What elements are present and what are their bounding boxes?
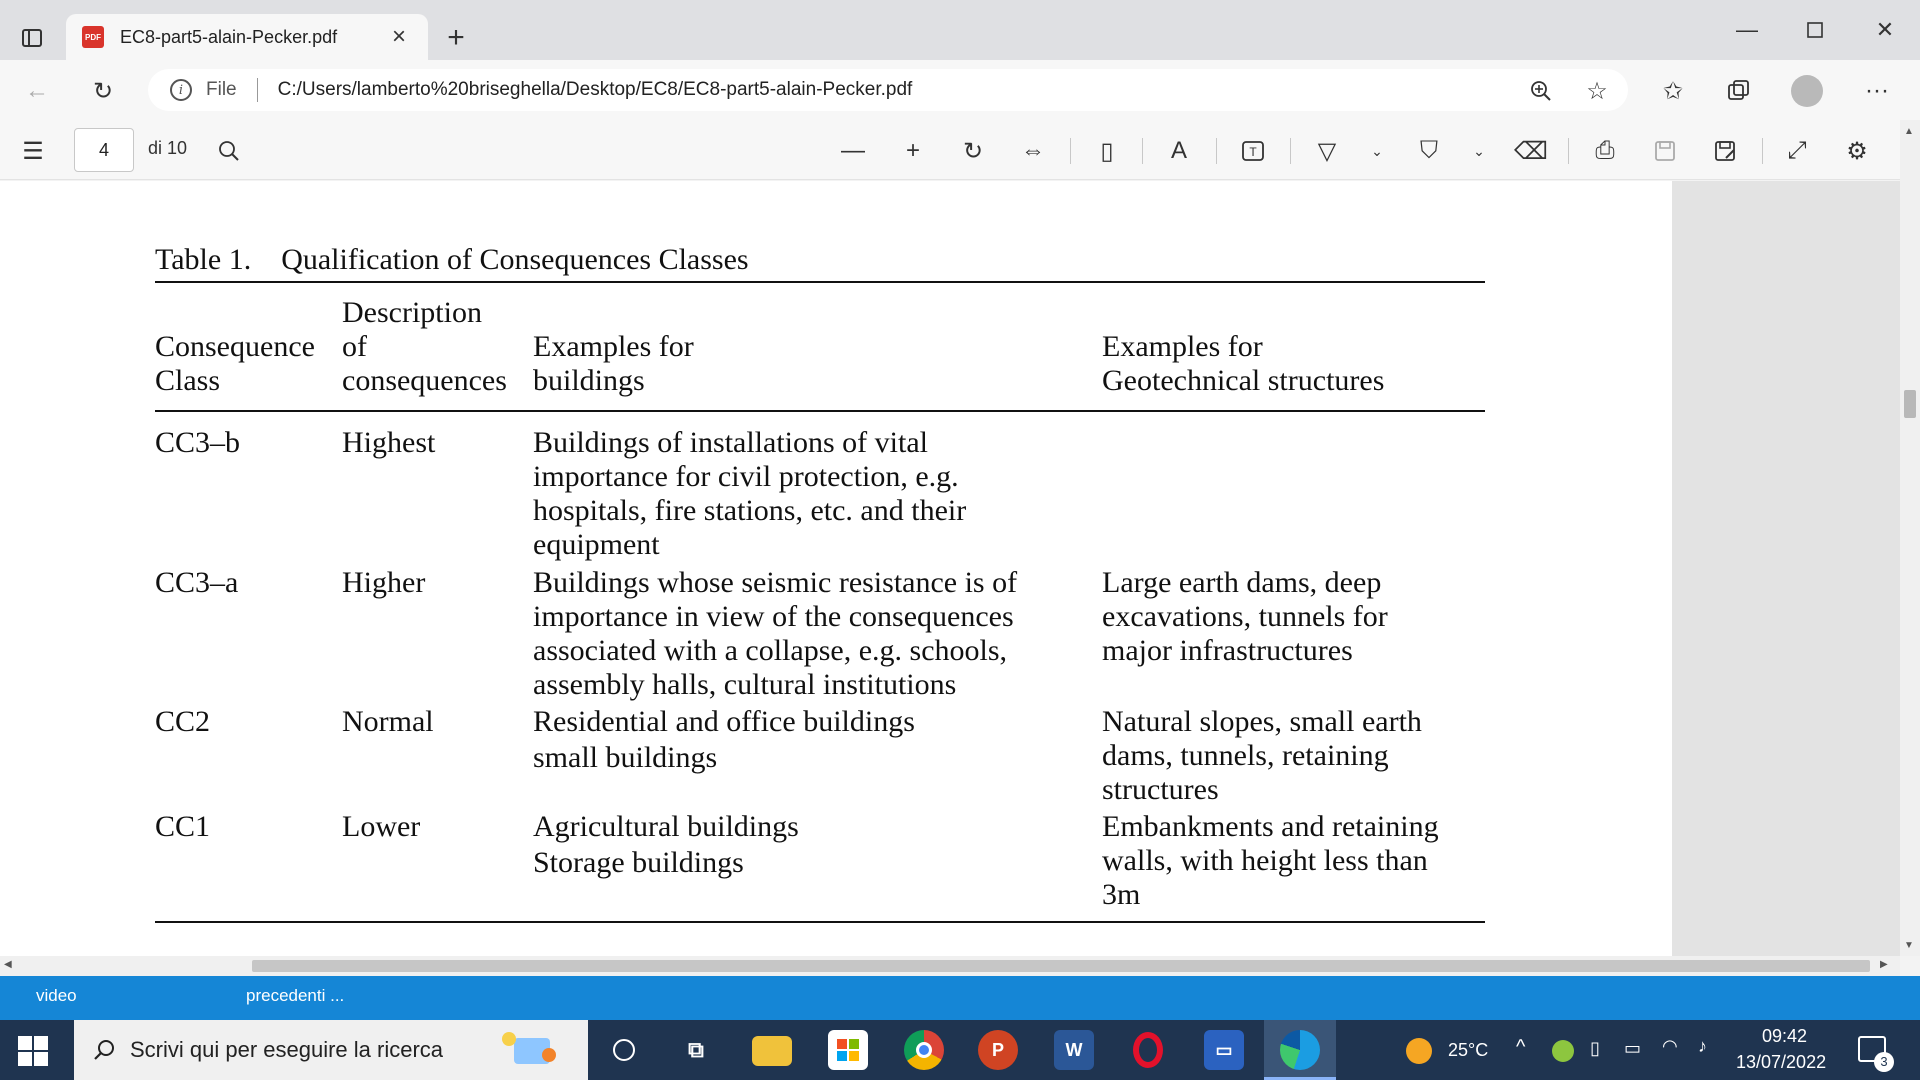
clock-time[interactable]: 09:42 bbox=[1762, 1026, 1808, 1046]
weather-sun-icon[interactable] bbox=[1406, 1038, 1432, 1064]
toolbar-separator bbox=[1070, 138, 1071, 164]
toolbar-separator bbox=[1216, 138, 1217, 164]
toolbar-separator bbox=[1290, 138, 1291, 164]
minimize-button[interactable]: — bbox=[1736, 17, 1758, 42]
zoom-in-icon[interactable]: + bbox=[905, 137, 920, 164]
address-separator bbox=[257, 78, 258, 102]
draw-options-chevron-icon[interactable]: ⌄ bbox=[1371, 142, 1383, 159]
read-aloud-icon[interactable]: A bbox=[1170, 137, 1187, 164]
settings-gear-icon[interactable]: ⚙ bbox=[1846, 137, 1868, 165]
task-view-icon[interactable]: ⧉ bbox=[688, 1037, 704, 1062]
row-cc2-buildings: Residential and office buildings small buildings bbox=[533, 705, 915, 774]
row-cc3a-buildings: Buildings whose seismic resistance is of importance in view of the consequences associated with a collapse, e.g. schools, assembly halls, cultural institutions bbox=[533, 566, 1018, 701]
row-cc3a-class: CC3–a bbox=[155, 566, 239, 599]
page-view-icon[interactable]: ▯ bbox=[1100, 137, 1114, 165]
row-cc2-description: Normal bbox=[342, 705, 434, 738]
address-toolbar bbox=[0, 60, 1920, 120]
header-examples-geotechnical: Examples for Geotechnical structures bbox=[1102, 330, 1385, 397]
strip-label-video: video bbox=[36, 986, 77, 1005]
pdf-file-icon: PDF bbox=[82, 26, 104, 48]
fit-to-width-icon[interactable]: ⇔ bbox=[1021, 137, 1045, 164]
search-icon bbox=[92, 1038, 116, 1062]
scroll-left-arrow-icon[interactable]: ◀ bbox=[4, 959, 12, 970]
row-cc3a-geotechnical: Large earth dams, deep excavations, tunnels for major infrastructures bbox=[1102, 566, 1388, 667]
show-hidden-icons-chevron-icon[interactable]: ^ bbox=[1516, 1036, 1526, 1058]
draw-icon[interactable]: ▽ bbox=[1317, 137, 1337, 165]
refresh-icon[interactable]: ↻ bbox=[92, 77, 114, 105]
wifi-icon[interactable]: ◠ bbox=[1662, 1036, 1678, 1056]
search-placeholder: Scrivi qui per eseguire la ricerca bbox=[130, 1037, 444, 1062]
maximize-button[interactable] bbox=[1790, 10, 1840, 50]
word-icon[interactable]: W bbox=[1054, 1030, 1094, 1070]
row-cc3b-description: Highest bbox=[342, 426, 436, 459]
fullscreen-icon[interactable]: ⤢ bbox=[1787, 137, 1807, 164]
vertical-scrollbar[interactable] bbox=[1900, 120, 1920, 956]
table-of-contents-icon[interactable]: ☰ bbox=[22, 137, 44, 165]
tab-close-icon[interactable]: × bbox=[391, 23, 406, 50]
url-text[interactable]: C:/Users/lamberto%20briseghella/Desktop/EC8/EC8-part5-alain-Pecker.pdf bbox=[277, 79, 913, 100]
scroll-down-arrow-icon[interactable]: ▼ bbox=[1904, 940, 1914, 951]
table-bottom-rule bbox=[155, 921, 1485, 923]
battery-icon[interactable]: ▭ bbox=[1624, 1038, 1642, 1058]
tab-actions-button[interactable] bbox=[14, 20, 50, 56]
clock-date[interactable]: 13/07/2022 bbox=[1736, 1052, 1827, 1072]
opera-icon[interactable] bbox=[1128, 1030, 1168, 1070]
row-cc3a-description: Higher bbox=[342, 566, 426, 599]
scroll-up-arrow-icon[interactable]: ▲ bbox=[1904, 126, 1914, 137]
profile-avatar[interactable] bbox=[1790, 74, 1824, 108]
vertical-scroll-thumb[interactable] bbox=[1904, 390, 1916, 418]
back-arrow-icon[interactable]: ← bbox=[25, 77, 49, 104]
add-favorite-icon[interactable]: ☆ bbox=[1586, 77, 1608, 105]
notification-count-badge: 3 bbox=[1874, 1052, 1894, 1072]
powerpoint-icon[interactable]: P bbox=[978, 1030, 1018, 1070]
pdf-toolbar bbox=[0, 120, 1920, 180]
toolbar-separator bbox=[1762, 138, 1763, 164]
header-consequence-class: Consequence Class bbox=[155, 330, 315, 397]
save-as-icon[interactable] bbox=[1708, 134, 1742, 168]
page-number-input[interactable]: 4 bbox=[74, 128, 134, 172]
row-cc1-class: CC1 bbox=[155, 810, 211, 843]
table-top-rule bbox=[155, 281, 1485, 283]
zoom-out-icon[interactable]: — bbox=[841, 137, 865, 164]
row-cc1-description: Lower bbox=[342, 810, 421, 843]
favorites-icon[interactable]: ✩ bbox=[1662, 77, 1684, 105]
new-tab-button[interactable]: + bbox=[447, 21, 465, 54]
background-window-strip bbox=[0, 976, 1920, 1020]
taskbar-search-box[interactable] bbox=[74, 1020, 588, 1080]
active-tab[interactable] bbox=[66, 14, 428, 60]
page-total-label: di 10 bbox=[148, 138, 188, 158]
row-cc1-buildings: Agricultural buildings Storage buildings bbox=[533, 810, 799, 879]
cortana-icon[interactable] bbox=[604, 1030, 644, 1070]
volume-icon[interactable]: ♪ bbox=[1698, 1036, 1707, 1056]
file-explorer-icon[interactable] bbox=[752, 1036, 792, 1066]
tab-actions-icon bbox=[21, 27, 43, 49]
pdf-viewport[interactable] bbox=[0, 181, 1900, 956]
find-search-icon[interactable] bbox=[212, 134, 246, 168]
search-highlight-illustration-icon bbox=[500, 1032, 566, 1068]
row-cc3b-class: CC3–b bbox=[155, 426, 241, 459]
eraser-icon[interactable]: ⌫ bbox=[1514, 137, 1548, 165]
strip-label-precedenti: precedenti ... bbox=[246, 986, 345, 1005]
horizontal-scroll-thumb[interactable] bbox=[252, 960, 1870, 972]
address-bar[interactable] bbox=[148, 69, 1628, 111]
tab-strip bbox=[0, 0, 1920, 60]
add-text-icon[interactable] bbox=[1236, 134, 1270, 168]
horizontal-scrollbar[interactable] bbox=[0, 956, 1900, 976]
maximize-icon bbox=[1807, 22, 1823, 38]
edge-icon bbox=[1280, 1030, 1320, 1070]
zoom-icon[interactable] bbox=[1524, 74, 1558, 108]
windows-taskbar bbox=[0, 1020, 1920, 1080]
toolbar-separator bbox=[1142, 138, 1143, 164]
edge-taskbar-active[interactable] bbox=[1264, 1020, 1336, 1080]
rotate-icon[interactable]: ↻ bbox=[962, 137, 984, 165]
address-scheme-label: File bbox=[206, 79, 237, 100]
table-title: Table 1. Qualification of Consequences Classes bbox=[155, 243, 749, 276]
row-cc2-geotechnical: Natural slopes, small earth dams, tunnels, retaining structures bbox=[1102, 705, 1422, 806]
header-bottom-rule bbox=[155, 410, 1485, 412]
header-examples-buildings: Examples for buildings bbox=[533, 330, 694, 397]
svg-text:T: T bbox=[1249, 145, 1257, 159]
weather-temperature[interactable]: 25°C bbox=[1448, 1040, 1489, 1060]
toolbar-separator bbox=[1568, 138, 1569, 164]
tab-title: EC8-part5-alain-Pecker.pdf bbox=[120, 26, 338, 47]
scroll-right-arrow-icon[interactable]: ▶ bbox=[1880, 959, 1888, 970]
highlight-options-chevron-icon[interactable]: ⌄ bbox=[1473, 142, 1485, 159]
start-windows-icon[interactable] bbox=[18, 1036, 48, 1066]
remote-app-icon[interactable]: ▭ bbox=[1204, 1030, 1244, 1070]
more-options-icon[interactable]: ··· bbox=[1865, 77, 1889, 104]
print-icon[interactable]: ⎙ bbox=[1595, 137, 1615, 164]
tray-app-icon[interactable] bbox=[1552, 1040, 1574, 1062]
row-cc3b-buildings: Buildings of installations of vital importance for civil protection, e.g. hospitals, fire stations, etc. and their equipment bbox=[533, 426, 967, 561]
row-cc2-class: CC2 bbox=[155, 705, 211, 738]
save-icon[interactable] bbox=[1648, 134, 1682, 168]
header-description: Description of consequences bbox=[342, 296, 507, 397]
highlight-icon[interactable]: ⛉ bbox=[1420, 137, 1438, 164]
pdf-page bbox=[0, 181, 1672, 956]
chrome-icon[interactable] bbox=[904, 1030, 944, 1070]
device-icon[interactable]: ▯ bbox=[1590, 1038, 1600, 1058]
row-cc1-geotechnical: Embankments and retaining walls, with height less than 3m bbox=[1102, 810, 1439, 911]
collections-icon[interactable] bbox=[1722, 74, 1756, 108]
close-window-button[interactable]: ✕ bbox=[1875, 17, 1895, 42]
microsoft-store-icon[interactable] bbox=[828, 1030, 868, 1070]
info-icon[interactable]: i bbox=[170, 79, 192, 101]
